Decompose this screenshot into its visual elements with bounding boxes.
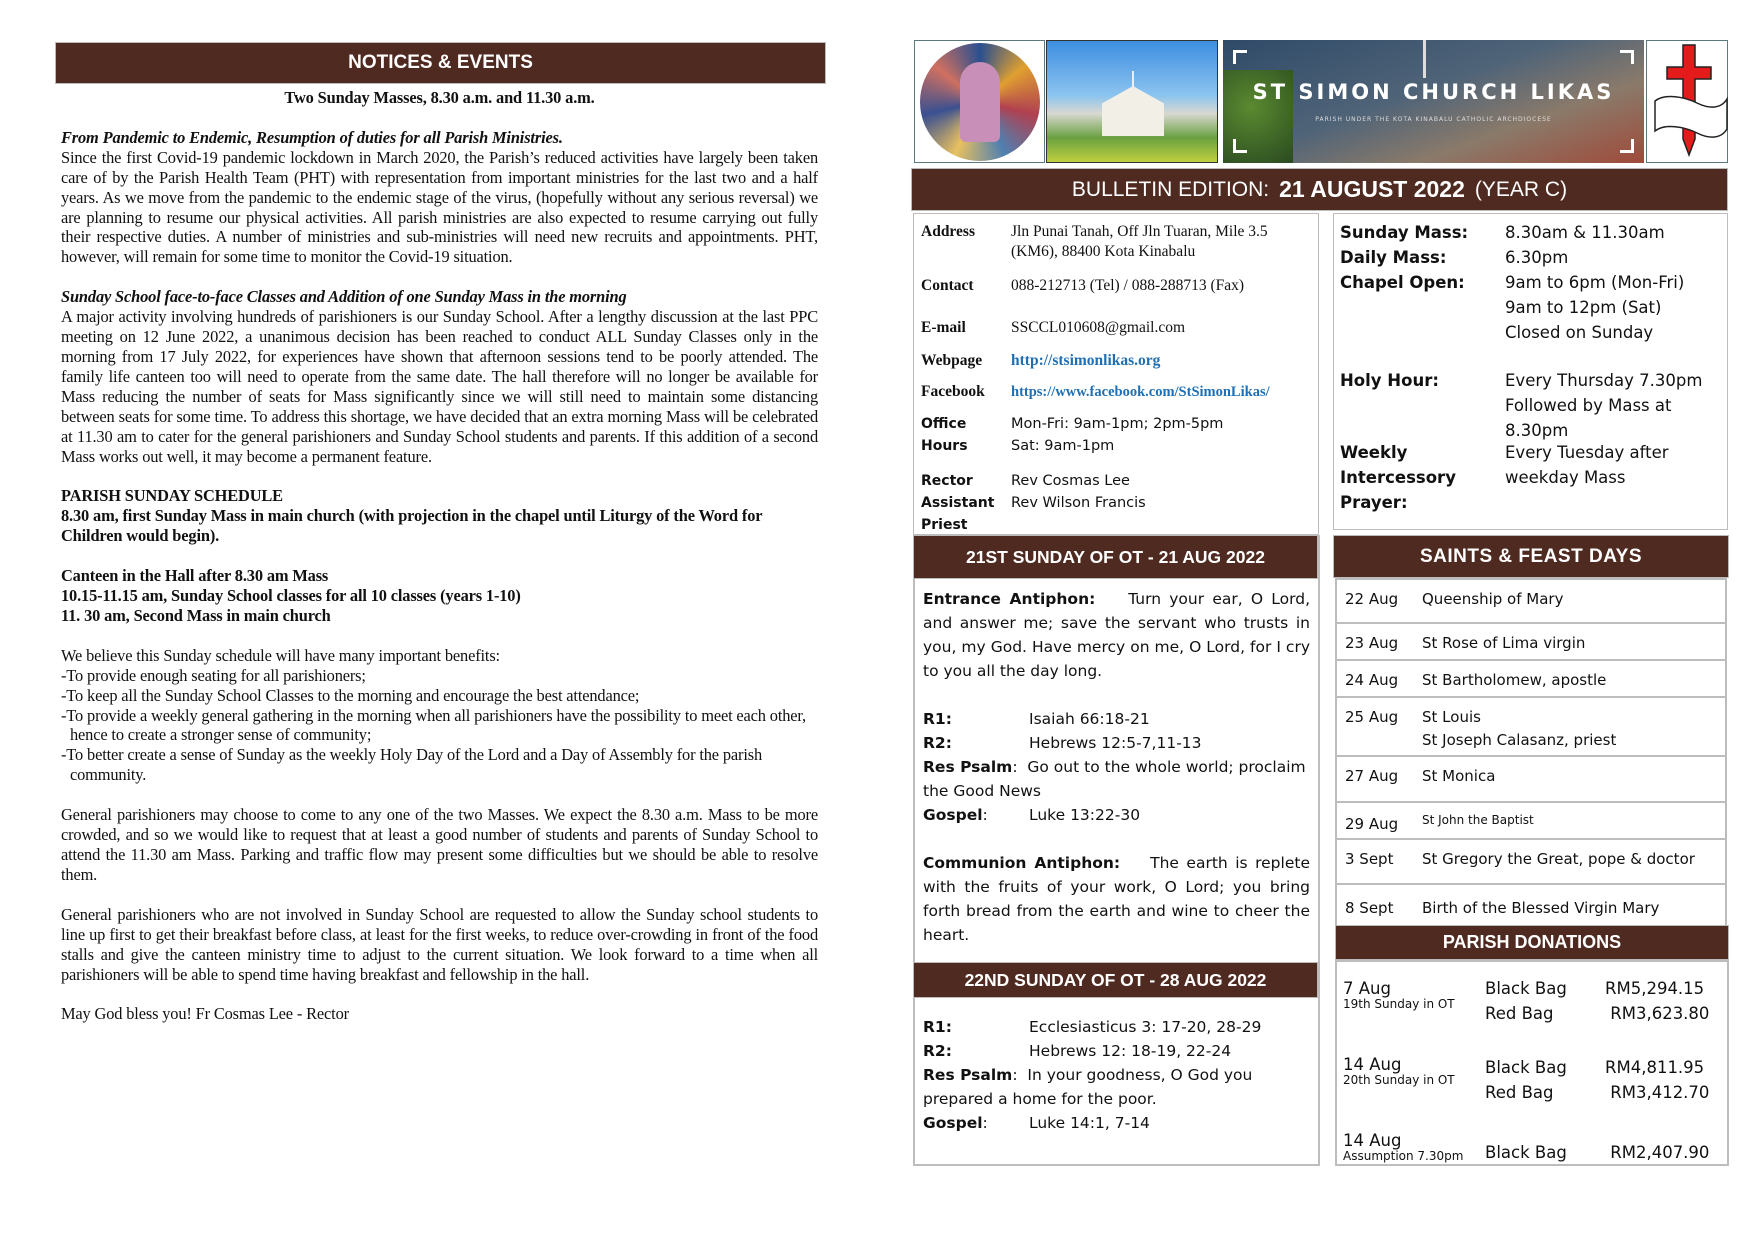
saint-row (1335, 803, 1727, 840)
holy-hour-label: Holy Hour: (1340, 371, 1439, 390)
bag-label: Black Bag (1485, 979, 1567, 998)
schedule-item: Canteen in the Hall after 8.30 am Mass (61, 566, 329, 586)
church-banner (1223, 40, 1644, 163)
email-label: E-mail (921, 319, 966, 336)
schedule-item: 8.30 am, first Sunday Mass in main church (with projection in the chapel until Liturgy of the Word for Children would begin). (61, 506, 763, 546)
intercessory-value: weekday Mass (1505, 468, 1626, 487)
saint-row (1335, 580, 1727, 624)
rector-name: Rev Cosmas Lee (1011, 473, 1130, 489)
cross-logo (1646, 40, 1728, 163)
contact-label: Contact (921, 277, 974, 294)
saint-name: Queenship of Mary (1422, 590, 1564, 608)
schedule-item: 10.15-11.15 am, Sunday School classes for all 10 classes (years 1-10) (61, 586, 521, 606)
saint-name: Birth of the Blessed Virgin Mary (1422, 899, 1660, 917)
church-tagline: PARISH UNDER THE KOTA KINABALU CATHOLIC ARCHDIOCESE (1315, 116, 1552, 123)
rector-label: Rector (921, 473, 973, 489)
saint-name: St Louis (1422, 708, 1481, 726)
saint-row (1335, 885, 1727, 929)
daily-mass-value: 6.30pm (1505, 248, 1569, 267)
notices-header (55, 42, 826, 84)
priest-label: Priest (921, 517, 968, 533)
saints-header (1333, 535, 1729, 578)
donation-amount: RM2,407.90 (1610, 1143, 1710, 1162)
section-heading: From Pandemic to Endemic, Resumption of duties for all Parish Ministries (61, 127, 559, 147)
donation-amount: RM3,412.70 (1610, 1083, 1710, 1102)
chapel-saturday: 9am to 12pm (Sat) (1505, 298, 1662, 317)
intercessory-label: Intercessory (1340, 468, 1456, 487)
email-value[interactable]: SSCCL010608@gmail.com (1011, 319, 1186, 336)
bag-label: Black Bag (1485, 1143, 1567, 1162)
donation-group (1343, 1128, 1721, 1165)
facebook-label: Facebook (921, 383, 985, 400)
church-photo (1046, 40, 1218, 163)
saint-date: 24 Aug (1345, 671, 1399, 689)
sunday21-title: 21ST SUNDAY OF OT - 21 AUG 2022 (966, 546, 1265, 567)
entrance-antiphon-label: Entrance Antiphon: (923, 590, 1096, 608)
section-heading: Sunday School face-to-face Classes and Addition of one Sunday Mass in the morning (61, 287, 627, 307)
chapel-weekday: 9am to 6pm (Mon-Fri) (1505, 273, 1685, 292)
saint-row (1335, 661, 1727, 698)
section-body: A major activity involving hundreds of parishioners is our Sunday School. After a lengthy discussion at the last PPC meeting on 12 June 2022, a unanimous decision has been reached to conduct ALL Sunday Classes only in the morning from 17 July 2022, for experiences have shown that afternoon sessions tend to be poorly attended. The family life canteen too will need to operate from the same date. The hall therefore will no longer be available for Mass reducing the number of seats for Mass significantly since we will still need to maintain some distancing between seats for some time. To address this shortage, we have decided that an extra morning Mass will be celebrated at 11.30 am to cater for the general parishioners and Sunday School students and parents. If this addition of a second Mass works out well, it may become a permanent feature. (61, 307, 818, 466)
saint-date: 23 Aug (1345, 634, 1399, 652)
benefit-item: -To keep all the Sunday School Classes to the morning and encourage the best attendance; (61, 685, 640, 705)
parish-info (913, 213, 1319, 535)
office-label: Office (921, 416, 967, 432)
office-hours-saturday: Sat: 9am-1pm (1011, 438, 1115, 454)
sunday-mass-value: 8.30am & 11.30am (1505, 223, 1665, 242)
sunday21-readings: Entrance Antiphon: Turn your ear, O Lord, and answer me; save the servant who trusts in you, my God. Have mercy on me, O Lord, for I cry to you all the day long. R1: Isaiah 66:18-21 R2: Hebrews 12:5-7,11-13 Res Psalm: Go out to the whole world; proclaim the Good News Gospel: Luke 13:22-30 Communion Antiphon: The earth is replete with the fruits of your work, O Lord; you bring forth bread from the earth and wine to cheer the heart. (923, 590, 1310, 944)
hours-label: Hours (921, 438, 968, 454)
reading2-label: R2: (923, 734, 952, 752)
donations-title: PARISH DONATIONS (1442, 932, 1622, 952)
sunday22-readings: R1: Ecclesiasticus 3: 17-20, 28-29 R2: Hebrews 12: 18-19, 22-24 Res Psalm: In your goodness, O God you prepared a home for the poor. Gospel: Luke 14:1, 7-14 (915, 1015, 1318, 1135)
gospel-label: Gospel (923, 806, 983, 824)
daily-mass-label: Daily Mass: (1340, 248, 1447, 267)
donation-amount: RM5,294.15 (1605, 979, 1705, 998)
gospel-label: Gospel (923, 1114, 983, 1132)
saint-date: 22 Aug (1345, 590, 1399, 608)
donation-date: 14 Aug (1343, 1055, 1402, 1074)
donation-group (1343, 1052, 1721, 1116)
saint-date: 29 Aug (1345, 815, 1399, 833)
donations-box (1335, 960, 1729, 1166)
donations-header (1335, 925, 1729, 960)
chapel-sunday: Closed on Sunday (1505, 323, 1654, 342)
paragraph: General parishioners who are not involved in Sunday School are requested to allow the Sunday school students to line up first to get their breakfast before class, at least for the first weeks, to reduce over-crowding in front of the food stalls and give the canteen ministry time to adjust to the current situation. We look forward to a time when all parishioners will be able to spend time having breakfast and fellowship in the hall. (61, 904, 818, 984)
bag-label: Black Bag (1485, 1058, 1567, 1077)
saint-name: St Bartholomew, apostle (1422, 671, 1607, 689)
assistant-label: Assistant (921, 495, 995, 511)
office-hours-weekday: Mon-Fri: 9am-1pm; 2pm-5pm (1011, 416, 1224, 432)
donation-note: 19th Sunday in OT (1343, 997, 1455, 1011)
saint-row (1335, 624, 1727, 661)
edition-date: 21 AUGUST 2022 (1279, 176, 1465, 202)
saint-row (1335, 840, 1727, 885)
saint-date: 8 Sept (1345, 899, 1394, 917)
holy-hour-line: Every Thursday 7.30pm (1505, 371, 1703, 390)
schedule-item: 11. 30 am, Second Mass in main church (61, 605, 331, 625)
reading1-value: Ecclesiasticus 3: 17-20, 28-29 (1029, 1018, 1262, 1036)
donation-amount: RM3,623.80 (1610, 1004, 1710, 1023)
gospel-value: Luke 14:1, 7-14 (1029, 1114, 1150, 1132)
notices-body: Two Sunday Masses, 8.30 a.m. and 11.30 a.m. From Pandemic to Endemic, Resumption of duties for all Parish Ministries. Since the first Covid-19 pandemic lockdown in March 2020, the Parish’s reduced activities have largely been taken care of by the Parish Health Team (PHT) with representation from important ministries for the last two and a half years. As we move from the pandemic to the endemic stage of the virus, (hopefully without any serious reversal) we are planning to resume our physical activities. All parish ministries are also expected to resume carrying out fully their respective duties. A number of ministries and sub-ministries will need new recruits and appointments. PHT, however, will remain for some time to monitor the Covid-19 situation. Sunday School face-to-face Classes and Addition of one Sunday Mass in the morning A major activity involving hundreds of parishioners is our Sunday School. After a lengthy discussion at the last PPC meeting on 12 June 2022, a unanimous decision has been reached to conduct ALL Sunday Classes only in the morning from 17 July 2022, for experiences have shown that afternoon sessions tend to be poorly attended. The family life canteen too will need to operate from the same date. The hall therefore will no longer be available for Mass reducing the number of seats for Mass significantly since we will still need to maintain some distancing between seats for some time. To address this shortage, we have decided that an extra morning Mass will be celebrated at 11.30 am to cater for the general parishioners and Sunday School students and parents. If this addition of a second Mass works out well, it may become a permanent feature. PARISH SUNDAY SCHEDULE 8.30 am, first Sunday Mass in main church (with projection in the chapel until Liturgy of the Word for Children would begin). Canteen in the Hall after 8.30 am Mass 10.15-11.15 am, Sunday School classes for all 10 classes (years 1-10) 11. 30 am, Second Mass in main church We believe this Sunday schedule will have many important benefits: -To provide enough seating for all parishioners; -To keep all the Sunday School Classes to the morning and encourage the best attendance; -To provide a weekly general gathering in the morning when all parishioners have the possibility to meet each other, hence to create a stronger sense of community; -To better create a sense of Sunday as the weekly Holy Day of the Lord and a Day of Assembly for the parish community. General parishioners may choose to come to any one of the two Masses. We expect the 8.30 a.m. Mass to be more crowded, and so we would like to request that at least a good number of students and parents of Sunday School to attend the 11.30 am Mass. Parking and traffic flow may present some difficulties but we should be able to resolve them. General parishioners who are not involved in Sunday School are requested to allow the Sunday school students to line up first to get their breakfast before class, at least for the first weeks, to reduce over-crowding in front of the food stalls and give the canteen ministry time to adjust to the current situation. We look forward to a time when all parishioners will be able to spend time having breakfast and fellowship in the hall. May God bless you! Fr Cosmas Lee - Rector (61, 88, 818, 1024)
benefit-item: -To provide enough seating for all parishioners; (61, 665, 366, 685)
mass-times (1333, 213, 1728, 530)
saint-name: St Rose of Lima virgin (1422, 634, 1586, 652)
notices-title: NOTICES & EVENTS (348, 52, 533, 73)
saints-list (1335, 578, 1727, 929)
reading2-value: Hebrews 12: 18-19, 22-24 (1029, 1042, 1232, 1060)
webpage-link[interactable]: http://stsimonlikas.org (1011, 352, 1161, 369)
notices-subtitle: Two Sunday Masses, 8.30 a.m. and 11.30 a.m. (284, 88, 595, 107)
saint-date: 25 Aug (1345, 708, 1399, 726)
psalm-value: In your goodness, O God you prepared a home for the poor. (923, 1066, 1253, 1108)
facebook-link[interactable]: https://www.facebook.com/StSimonLikas/ (1011, 384, 1270, 400)
saint-name: St Gregory the Great, pope & doctor (1422, 850, 1695, 868)
intercessory-label: Weekly (1340, 443, 1408, 462)
chapel-label: Chapel Open: (1340, 273, 1465, 292)
signoff: May God bless you! Fr Cosmas Lee - Rector (61, 1004, 349, 1024)
saint-date: 3 Sept (1345, 850, 1394, 868)
donation-note: 20th Sunday in OT (1343, 1073, 1455, 1087)
holy-hour-line: Followed by Mass at (1505, 396, 1672, 415)
address-label: Address (921, 223, 975, 240)
donation-group (1343, 976, 1721, 1052)
benefit-item: -To provide a weekly general gathering in the morning when all parishioners have the possibility to meet each other, hence to create a stronger sense of community; (61, 705, 807, 745)
holy-hour-line: 8.30pm (1505, 421, 1569, 440)
saint-name: St Monica (1422, 767, 1496, 785)
reading1-value: Isaiah 66:18-21 (1029, 710, 1150, 728)
intercessory-value: Every Tuesday after (1505, 443, 1669, 462)
communion-antiphon-text: The earth is replete with the fruits of your work, O Lord; you bring forth bread from the earth and wine to cheer the heart. (923, 854, 1310, 944)
edition-year: (YEAR C) (1474, 177, 1568, 201)
donation-date: 14 Aug (1343, 1131, 1402, 1150)
edition-label: BULLETIN EDITION: (1071, 177, 1270, 201)
intercessory-label: Prayer: (1340, 493, 1408, 512)
psalm-label: Res Psalm (923, 1066, 1013, 1084)
psalm-value: Go out to the whole world; proclaim the Good News (923, 758, 1306, 800)
saint-row (1335, 757, 1727, 803)
reading2-label: R2: (923, 1042, 952, 1060)
psalm-label: Res Psalm (923, 758, 1013, 776)
saint-name: St Joseph Calasanz, priest (1422, 731, 1617, 749)
benefit-item: -To better create a sense of Sunday as the weekly Holy Day of the Lord and a Day of Assembly for the parish community. (61, 745, 763, 785)
assistant-priest-name: Rev Wilson Francis (1011, 495, 1146, 511)
schedule-heading: PARISH SUNDAY SCHEDULE (61, 486, 283, 506)
sunday-mass-label: Sunday Mass: (1340, 223, 1469, 242)
saint-date: 27 Aug (1345, 767, 1399, 785)
church-name: ST SIMON CHURCH LIKAS (1252, 80, 1615, 104)
communion-antiphon-label: Communion Antiphon: (923, 854, 1121, 872)
webpage-label: Webpage (921, 352, 983, 369)
stained-glass-image (914, 40, 1045, 163)
reading2-value: Hebrews 12:5-7,11-13 (1029, 734, 1202, 752)
donation-date: 7 Aug (1343, 979, 1391, 998)
bag-label: Red Bag (1485, 1004, 1554, 1023)
donation-amount: RM4,811.95 (1605, 1058, 1705, 1077)
section-body: Since the first Covid-19 pandemic lockdown in March 2020, the Parish’s reduced activities have largely been taken care of by the Parish Health Team (PHT) with representation from important ministries for the last two and a half years. As we move from the pandemic to the endemic stage of the virus, (hopefully without any serious reversal) we are planning to resume our physical activities. All parish ministries are also expected to resume carrying out fully their respective duties. A number of ministries and sub-ministries will need new recruits and appointments. PHT, however, will remain for some time to monitor the Covid-19 situation. (61, 147, 818, 267)
sunday22-title: 22ND SUNDAY OF OT - 28 AUG 2022 (964, 969, 1267, 990)
entrance-antiphon-text: Turn your ear, O Lord, and answer me; save the servant who trusts in you, my God. Have mercy on me, O Lord, for I cry to you all the day long. (923, 590, 1310, 680)
edition-bar (911, 168, 1728, 211)
gospel-value: Luke 13:22-30 (1029, 806, 1141, 824)
address-value: Jln Punai Tanah, Off Jln Tuaran, Mile 3.5 (KM6), 88400 Kota Kinabalu (1011, 223, 1268, 260)
benefits-intro: We believe this Sunday schedule will have many important benefits: (61, 645, 500, 665)
contact-value: 088-212713 (Tel) / 088-288713 (Fax) (1011, 277, 1245, 294)
reading1-label: R1: (923, 710, 952, 728)
paragraph: General parishioners may choose to come to any one of the two Masses. We expect the 8.30 a.m. Mass to be more crowded, and so we would like to request that at least a good number of students and parents of Sunday School to attend the 11.30 am Mass. Parking and traffic flow may present some difficulties but we should be able to resolve them. (61, 805, 818, 884)
saint-name: St John the Baptist (1422, 813, 1534, 827)
bag-label: Red Bag (1485, 1083, 1554, 1102)
saint-row (1335, 698, 1727, 757)
sunday22-header (913, 962, 1318, 998)
sunday21-header (913, 535, 1318, 579)
donation-note: Assumption 7.30pm (1343, 1149, 1464, 1163)
saints-title: SAINTS & FEAST DAYS (1419, 545, 1643, 567)
reading1-label: R1: (923, 1018, 952, 1036)
